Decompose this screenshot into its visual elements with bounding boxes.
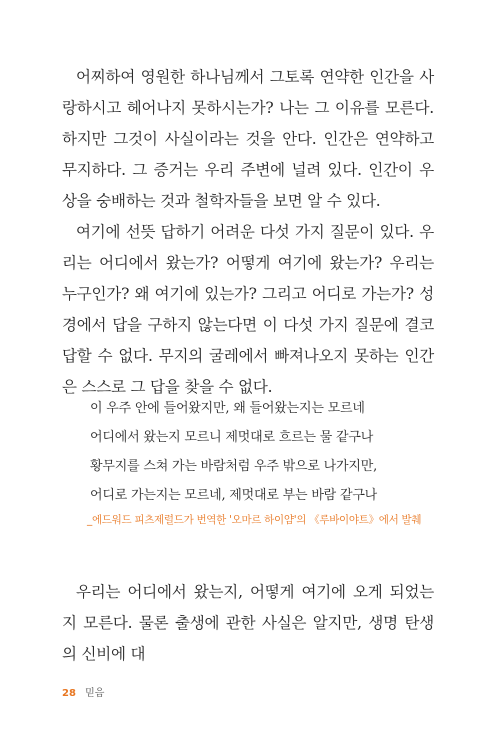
page-footer [62, 684, 104, 699]
running-title: 믿음 [85, 688, 105, 699]
poem-line-1: 이 우주 안에 들어왔지만, 왜 들어왔는지는 모르네 [90, 401, 365, 416]
body-paragraph-3: 우리는 어디에서 왔는지, 어떻게 여기에 오게 되었는지 모른다. 물론 출생에 관한 사실은 알지만, 생명 탄생의 신비에 대 [62, 583, 434, 663]
body-paragraph-1: 어찌하여 영원한 하나님께서 그토록 연약한 인간을 사랑하시고 헤어나지 못하시는가? 나는 그 이유를 모른다. 하지만 그것이 사실이라는 것을 안다. 인간은 연약하고 무지하다. 그 증거는 우리 주변에 널려 있다. 인간이 우상을 숭배하는 것과 철학자들을 보면 알 수 있다. [62, 68, 434, 210]
poem-line-3: 황무지를 스쳐 가는 바람처럼 우주 밖으로 나가지만, [90, 459, 378, 474]
poem-quote [90, 394, 450, 510]
poem-line-4: 어디로 가는지는 모르네, 제멋대로 부는 바람 같구나 [90, 488, 378, 503]
body-paragraph-2: 여기에 선뜻 답하기 어려운 다섯 가지 질문이 있다. 우리는 어디에서 왔는가? 어떻게 여기에 왔는가? 우리는 누구인가? 왜 여기에 있는가? 그리고 어디로 가는가? 성경에서 답을 구하지 않는다면 이 다섯 가지 질문에 결코 답할 수 없다. 무지의 굴레에서 빠져나오지 못하는 인간은 스스로 그 답을 찾을 수 없다. [62, 223, 434, 396]
poem-source-citation: _에드워드 피츠제럴드가 번역한 '오마르 하이얌'의 《루바이야트》에서 발췌 [87, 514, 422, 526]
page-number: 28 [62, 688, 76, 699]
poem-line-2: 어디에서 왔는지 모르니 제멋대로 흐르는 물 같구나 [90, 430, 374, 445]
